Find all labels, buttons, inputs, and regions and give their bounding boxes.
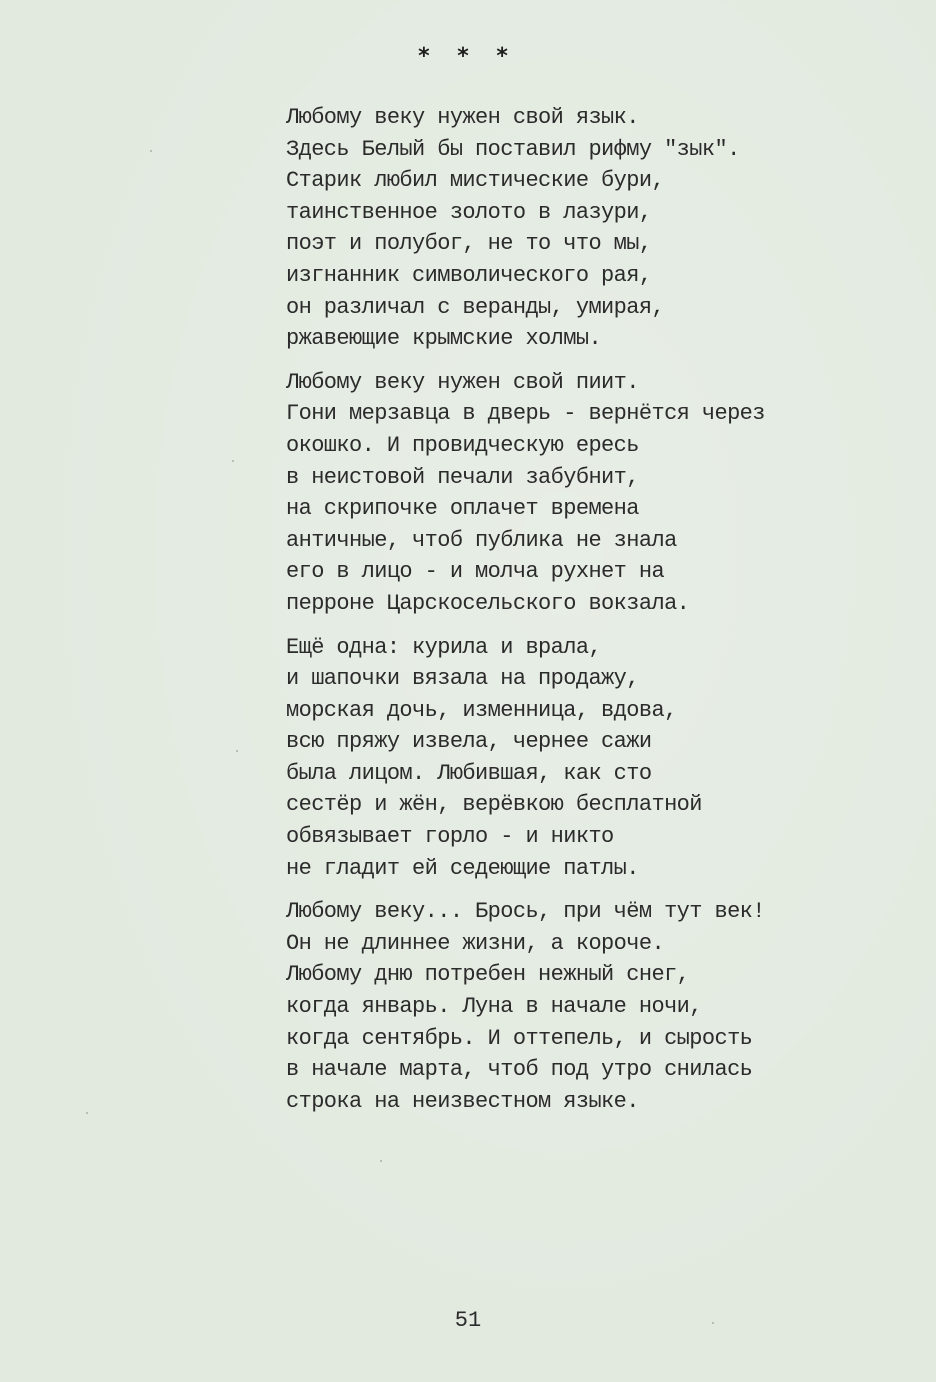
poem-line: Любому веку... Брось, при чём тут век! (286, 899, 765, 925)
stanza-4 (286, 896, 906, 1117)
poem-line: ржавеющие крымские холмы. (286, 326, 602, 352)
poem-line: перроне Царскосельского вокзала. (286, 590, 690, 616)
poem-line: на скрипочке оплачет времена (286, 496, 639, 522)
poem-line: была лицом. Любившая, как сто (286, 760, 652, 786)
paper-speck (236, 750, 238, 752)
poem-line: в неистовой печали забубнит, (286, 464, 639, 490)
poem-line: когда сентябрь. И оттепель, и сырость (286, 1025, 753, 1051)
poem-line: Любому дню потребен нежный снег, (286, 962, 690, 988)
poem-line: изгнанник символического рая, (286, 262, 652, 288)
poem-line: когда январь. Луна в начале ночи, (286, 994, 702, 1020)
poem-line: морская дочь, изменница, вдова, (286, 697, 677, 723)
poem-line: Он не длиннее жизни, а короче. (286, 930, 665, 956)
poem-line: Здесь Белый бы поставил рифму "зык". (286, 136, 740, 162)
paper-speck (380, 1160, 382, 1162)
poem-line: обвязывает горло - и никто (286, 824, 614, 850)
paper-speck (232, 460, 234, 462)
poem (286, 102, 906, 1129)
page-number: 51 (454, 1308, 482, 1333)
poem-line: Ещё одна: курила и врала, (286, 634, 602, 660)
poem-line: строка на неизвестном языке. (286, 1088, 639, 1114)
poem-line: он различал с веранды, умирая, (286, 294, 665, 320)
stanza-2 (286, 367, 906, 620)
poem-line: Старик любил мистические бури, (286, 168, 665, 194)
poem-line: поэт и полубог, не то что мы, (286, 231, 652, 257)
paper-speck (86, 1112, 88, 1114)
poem-line: окошко. И провидческую ересь (286, 432, 639, 458)
stanza-1 (286, 102, 906, 355)
paper-speck (150, 150, 152, 152)
poem-line: Любому веку нужен свой язык. (286, 105, 639, 130)
stanza-3 (286, 632, 906, 885)
poem-line: Гони мерзавца в дверь - вернётся через (286, 401, 765, 427)
poem-line: таинственное золото в лазури, (286, 199, 652, 225)
poem-line: и шапочки вязала на продажу, (286, 666, 639, 692)
poem-line: всю пряжу извела, чернее сажи (286, 729, 652, 755)
paper-speck (712, 1322, 714, 1324)
poem-line: Любому веку нужен свой пиит. (286, 369, 639, 395)
poem-line: сестёр и жён, верёвкою бесплатной (286, 792, 702, 818)
poem-line: не гладит ей седеющие патлы. (286, 855, 639, 881)
section-separator: * * * (418, 44, 518, 69)
poem-line: в начале марта, чтоб под утро снилась (286, 1057, 753, 1083)
poem-line: его в лицо - и молча рухнет на (286, 559, 665, 585)
poem-line: античные, чтоб публика не знала (286, 527, 677, 553)
